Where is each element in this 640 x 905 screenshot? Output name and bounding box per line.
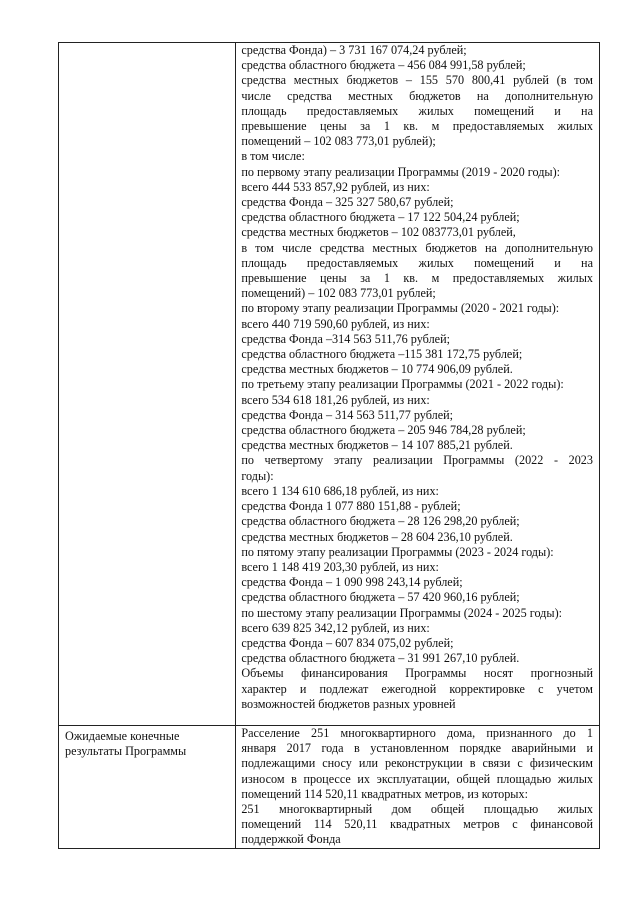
- text-line: характер и подлежат ежегодной корректировке с учетом: [241, 681, 593, 696]
- text-line: средства местных бюджетов – 155 570 800,41 рублей (в том: [241, 73, 593, 88]
- text-line: в том числе:: [241, 149, 305, 164]
- program-passport-table: [58, 42, 600, 849]
- text-line: всего 534 618 181,26 рублей, из них:: [241, 392, 430, 407]
- table-cell-label: [59, 726, 236, 849]
- text-line: всего 440 719 590,60 рублей, из них:: [241, 316, 430, 331]
- text-line: средства областного бюджета – 57 420 960,16 рублей;: [241, 590, 520, 605]
- text-line: средства Фонда 1 077 880 151,88 - рублей;: [241, 499, 461, 514]
- text-line: Расселение 251 многоквартирного дома, признанного до 1: [241, 726, 593, 740]
- text-line: по пятому этапу реализации Программы (2023 - 2024 годы):: [241, 544, 554, 559]
- row-label-line: Ожидаемые конечные: [65, 729, 180, 743]
- text-line: средства областного бюджета – 31 991 267,10 рублей.: [241, 651, 520, 666]
- text-line: средства Фонда) – 3 731 167 074,24 рублей;: [241, 43, 467, 57]
- text-line: средства местных бюджетов – 14 107 885,21 рублей.: [241, 438, 513, 453]
- text-line: по третьему этапу реализации Программы (2021 - 2022 годы):: [241, 377, 564, 392]
- table-row: [59, 726, 600, 849]
- text-line: средства Фонда – 325 327 580,67 рублей;: [241, 195, 454, 210]
- text-line: подлежащими сносу или реконструкции в связи с физическим: [241, 756, 593, 771]
- text-line: средства местных бюджетов – 28 604 236,10 рублей.: [241, 529, 513, 544]
- text-line: площадь предоставляемых жилых помещений и на: [241, 103, 593, 118]
- text-line: всего 444 533 857,92 рублей, из них:: [241, 179, 430, 194]
- text-line: числе средства местных бюджетов на дополнительную: [241, 88, 593, 103]
- text-line: в том числе средства местных бюджетов на дополнительную: [241, 240, 593, 255]
- text-line: Объемы финансирования Программы носят прогнозный: [241, 666, 593, 681]
- text-line: средства областного бюджета – 205 946 784,28 рублей;: [241, 423, 526, 438]
- text-line: годы):: [241, 468, 274, 483]
- text-line: превышение цены за 1 кв. м предоставляемых жилых: [241, 119, 593, 134]
- text-line: помещений – 102 083 773,01 рублей);: [241, 134, 436, 149]
- text-line: по четвертому этапу реализации Программы (2022 - 2023: [241, 453, 593, 468]
- text-line: средства областного бюджета – 456 084 991,58 рублей;: [241, 58, 526, 73]
- text-line: помещений 114 520,11 квадратных метров с финансовой: [241, 817, 593, 832]
- text-line: средства Фонда –314 563 511,76 рублей;: [241, 331, 450, 346]
- text-line: средства областного бюджета – 17 122 504,24 рублей;: [241, 210, 520, 225]
- text-line: по второму этапу реализации Программы (2020 - 2021 годы):: [241, 301, 560, 316]
- text-line: площадь предоставляемых жилых помещений и на: [241, 255, 593, 270]
- text-line: средства Фонда – 314 563 511,77 рублей;: [241, 407, 454, 422]
- text-line: средства областного бюджета – 28 126 298,20 рублей;: [241, 514, 520, 529]
- results-text-cell: [236, 726, 600, 849]
- text-line: возможностей бюджетов разных уровней: [241, 696, 456, 711]
- table-row: [59, 43, 600, 726]
- text-line: средства местных бюджетов – 102 083773,01 рублей,: [241, 225, 516, 240]
- text-line: поддержкой Фонда: [241, 832, 341, 847]
- row-label-line: результаты Программы: [65, 744, 187, 759]
- text-line: по первому этапу реализации Программы (2019 - 2020 годы):: [241, 164, 561, 179]
- text-line: всего 1 134 610 686,18 рублей, из них:: [241, 483, 439, 498]
- text-line: износом в процессе их эксплуатации, общей площадью жилых: [241, 771, 593, 786]
- text-line: средства Фонда – 607 834 075,02 рублей;: [241, 635, 454, 650]
- text-line: января 2017 года в установленном порядке аварийными и: [241, 741, 593, 756]
- text-line: помещений) – 102 083 773,01 рублей;: [241, 286, 436, 301]
- text-line: всего 639 825 342,12 рублей, из них:: [241, 620, 430, 635]
- text-line: средства областного бюджета –115 381 172,75 рублей;: [241, 347, 523, 362]
- text-line: средства местных бюджетов – 10 774 906,09 рублей.: [241, 362, 513, 377]
- text-line: всего 1 148 419 203,30 рублей, из них:: [241, 559, 439, 574]
- text-line: средства Фонда – 1 090 998 243,14 рублей;: [241, 575, 463, 590]
- text-line: 251 многоквартирный дом общей площадью жилых: [241, 802, 593, 817]
- text-line: превышение цены за 1 кв. м предоставляемых жилых: [241, 271, 593, 286]
- text-line: по шестому этапу реализации Программы (2024 - 2025 годы):: [241, 605, 563, 620]
- financing-text-cell: [236, 43, 600, 726]
- table-cell-label: [59, 43, 236, 726]
- text-line: помещений 114 520,11 квадратных метров, из которых:: [241, 786, 528, 801]
